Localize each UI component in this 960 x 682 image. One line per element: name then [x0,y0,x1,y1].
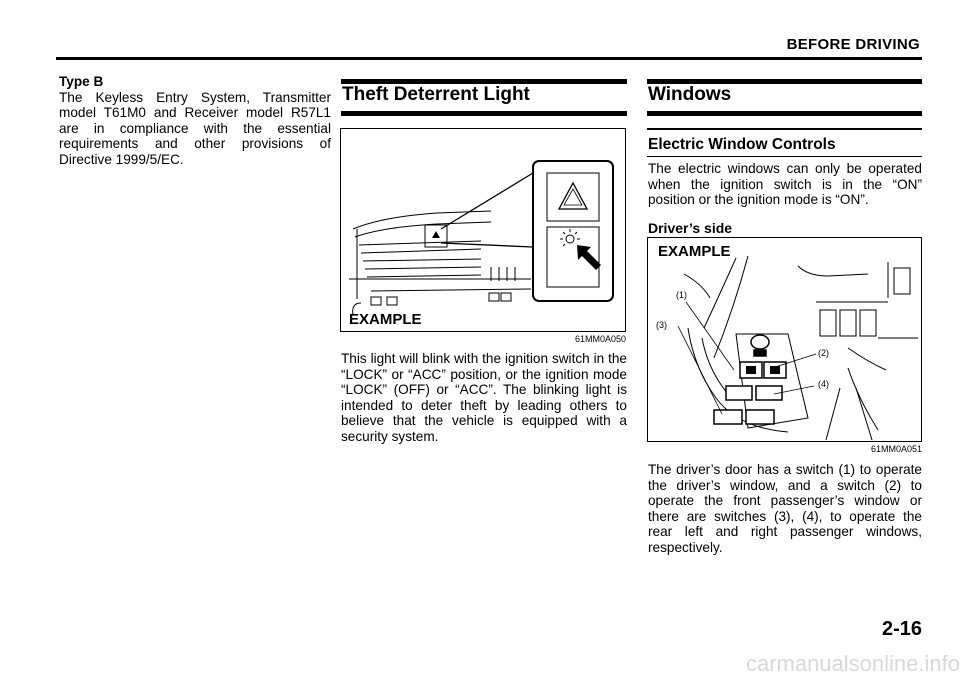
header-rule [56,57,922,60]
electric-window-controls-title: Electric Window Controls [648,136,836,153]
type-b-heading: Type B [59,74,104,89]
theft-body: This light will blink with the ignition switch in the “LOCK” or “ACC” position, or the ignition mode “LOCK” (OFF) or “ACC”. The blinking light is intended to deter theft by leading others to believe that the vehicle is equipped with a security system. [341,351,627,444]
theft-example-label: EXAMPLE [349,311,422,328]
windows-body: The driver’s door has a switch (1) to operate the driver’s window, and a switch (2) to operate the front passenger’s window or there are switches (3), (4), to operate the rear left and right passenger windows, respectively. [648,462,922,555]
theft-figure-code: 61MM0A050 [574,334,626,344]
theft-section-title: Theft Deterrent Light [342,84,530,105]
type-b-block [59,74,331,168]
section-bottom-bar [341,111,627,116]
callout-2: (2) [818,348,829,358]
callout-4: (4) [818,379,829,389]
windows-section-title: Windows [648,84,732,105]
subsection-rule [647,156,922,157]
callout-3: (3) [656,320,667,330]
callout-1: (1) [676,290,687,300]
type-b-paragraph: The Keyless Entry System, Transmitter model T61M0 and Receiver model R57L1 are in compliance with the essential requirements and other provisions of Directive 1999/5/EC. [59,89,331,167]
section-bottom-bar [647,111,922,116]
theft-light-figure [340,128,626,332]
subsection-rule [647,128,922,130]
windows-figure-code: 61MM0A051 [870,444,922,454]
windows-intro: The electric windows can only be operated when the ignition switch is in the “ON” position or the ignition mode is “ON”. [648,161,922,208]
drivers-side-heading: Driver’s side [648,220,733,236]
door-switch-illustration [648,238,921,441]
dashboard-illustration [341,129,625,331]
windows-example-label: EXAMPLE [658,243,731,260]
page-number: 2-16 [881,618,922,640]
window-switch-figure [647,237,922,442]
running-header: BEFORE DRIVING [786,36,920,53]
watermark: carmanualsonline.info [745,651,960,676]
